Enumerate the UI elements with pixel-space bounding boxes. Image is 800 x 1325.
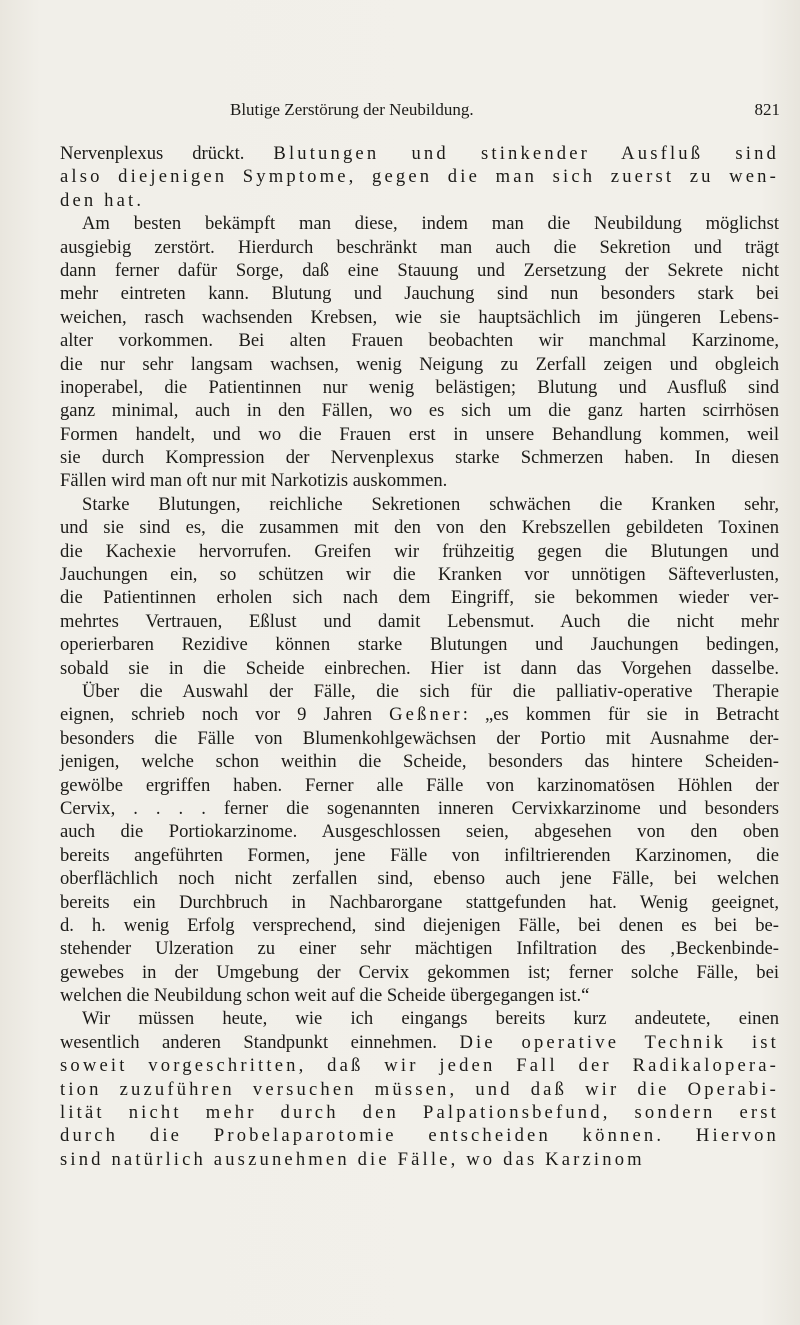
text-line (60, 189, 779, 212)
text-line (60, 914, 779, 937)
text-line (60, 469, 779, 492)
spaced-text-segment: Die operative Technik ist (459, 1031, 779, 1053)
text-line (60, 1078, 779, 1101)
text-line (60, 891, 779, 914)
text-line (60, 493, 779, 516)
page-header (60, 100, 780, 124)
text-segment: gewebes in der Umgebung der Cervix gekommen ist; ferner solche Fälle, bei (60, 961, 779, 983)
text-line (60, 657, 779, 680)
text-segment: Über die Auswahl der Fälle, die sich für die palliativ-operative Therapie (82, 680, 779, 702)
text-segment: die nur sehr langsam wachsen, wenig Neigung zu Zerfall zeigen und obgleich (60, 353, 779, 375)
text-segment: und sie sind es, die zusammen mit den von den Krebszellen gebildeten Toxinen (60, 517, 779, 539)
text-segment: inoperabel, die Patientinnen nur wenig belästigen; Blutung und Ausfluß sind (60, 376, 779, 398)
text-line (60, 633, 779, 656)
spaced-text-segment: durch die Probelaparotomie entscheiden können. Hiervon (60, 1125, 779, 1147)
text-line (60, 1007, 779, 1030)
text-line (60, 282, 779, 305)
text-segment: weichen, rasch wachsenden Krebsen, wie sie hauptsächlich im jüngeren Lebens- (60, 306, 779, 328)
text-line (60, 165, 779, 188)
text-segment: eignen, schrieb noch vor 9 Jahren (60, 704, 390, 726)
text-line (60, 446, 779, 469)
text-line (60, 961, 779, 984)
text-line (60, 586, 779, 609)
page-number: 821 (754, 100, 780, 119)
text-segment: sie durch Kompression der Nervenplexus starke Schmerzen haben. In diesen (60, 447, 779, 469)
text-line (60, 423, 779, 446)
spaced-text-segment: den hat. (60, 189, 145, 211)
text-line (60, 680, 779, 703)
text-segment: wesentlich anderen Standpunkt einnehmen. (60, 1031, 460, 1053)
text-line (60, 703, 779, 726)
text-segment: welchen die Neubildung schon weit auf die Scheide übergegangen ist.“ (60, 985, 590, 1007)
text-line (60, 516, 779, 539)
text-line (60, 774, 779, 797)
text-segment: Wir müssen heute, wie ich eingangs bereits kurz andeutete, einen (82, 1008, 779, 1030)
body-text (60, 142, 779, 1171)
text-segment: operierbaren Rezidive können starke Blutungen und Jauchungen bedingen, (60, 634, 779, 656)
text-line (60, 376, 779, 399)
text-segment: Nervenplexus drückt. (60, 143, 274, 164)
text-segment: : „es kommen für sie in Betracht (462, 704, 779, 726)
spaced-text-segment: tion zuzuführen versuchen müssen, und daß wir die Operabi- (60, 1078, 779, 1100)
text-line (60, 236, 779, 259)
text-segment: oberflächlich noch nicht zerfallen sind, ebenso auch jene Fälle, bei welchen (60, 868, 779, 890)
text-line (60, 1054, 779, 1077)
text-segment: Am besten bekämpft man diese, indem man die Neubildung möglichst (82, 213, 779, 235)
text-segment: ausgiebig zerstört. Hierdurch beschränkt man auch die Sekretion und trägt (60, 236, 779, 258)
text-segment: mehrtes Vertrauen, Eßlust und damit Lebensmut. Auch die nicht mehr (60, 610, 779, 632)
text-segment: sobald sie in die Scheide einbrechen. Hier ist dann das Vorgehen dasselbe. (60, 657, 779, 679)
text-line (60, 797, 779, 820)
text-line (60, 610, 779, 633)
text-segment: Formen handelt, und wo die Frauen erst in unsere Behandlung kommen, weil (60, 423, 779, 445)
spaced-text-segment: lität nicht mehr durch den Palpationsbefund, sondern erst (60, 1102, 779, 1124)
spaced-text-segment: sind natürlich auszunehmen die Fälle, wo das Karzinom (60, 1148, 645, 1170)
text-line (60, 937, 779, 960)
text-segment: dann ferner dafür Sorge, daß eine Stauung und Zersetzung der Sekrete nicht (60, 259, 779, 281)
text-segment: stehender Ulzeration zu einer sehr mächtigen Infiltration des ‚Beckenbinde- (60, 938, 779, 960)
spaced-text-segment: soweit vorgeschritten, daß wir jeden Fall der Radikalopera- (60, 1055, 779, 1077)
text-line (60, 820, 779, 843)
text-line (60, 844, 779, 867)
text-line (60, 306, 779, 329)
text-line (60, 750, 779, 773)
text-segment: die Kachexie hervorrufen. Greifen wir frühzeitig gegen die Blutungen und (60, 540, 779, 562)
text-line (60, 212, 779, 235)
text-line (60, 1031, 779, 1054)
text-segment: d. h. wenig Erfolg versprechend, sind diejenigen Fälle, bei denen es bei be- (60, 914, 779, 936)
text-segment: besonders die Fälle von Blumenkohlgewächsen der Portio mit Ausnahme der- (60, 727, 779, 749)
text-line (60, 1124, 779, 1147)
text-line (60, 540, 779, 563)
spaced-text-segment: Geßner (389, 704, 463, 726)
text-segment: Cervix, . . . . ferner die sogenannten inneren Cervixkarzinome und besonders (60, 797, 779, 819)
text-segment: Jauchungen ein, so schützen wir die Kranken vor unnötigen Säfteverlusten, (60, 564, 779, 586)
text-segment: ganz minimal, auch in den Fällen, wo es sich um die ganz harten scirrhösen (60, 400, 779, 422)
text-segment: mehr eintreten kann. Blutung und Jauchung sind nun besonders stark bei (60, 283, 779, 305)
text-line (60, 1148, 779, 1171)
text-line (60, 727, 779, 750)
text-line (60, 1101, 779, 1124)
text-line (60, 259, 779, 282)
text-segment: alter vorkommen. Bei alten Frauen beobachten wir manchmal Karzinome, (60, 330, 779, 352)
text-segment: jenigen, welche schon weithin die Scheide, besonders das hintere Scheiden- (60, 751, 779, 773)
text-line (60, 329, 779, 352)
spaced-text-segment: also diejenigen Symptome, gegen die man sich zuerst zu wen- (60, 166, 779, 188)
text-segment: bereits ein Durchbruch in Nachbarorgane stattgefunden hat. Wenig geeignet, (60, 891, 779, 913)
text-segment: bereits angeführten Formen, jene Fälle von infiltrierenden Karzinomen, die (60, 844, 779, 866)
text-segment: auch die Portiokarzinome. Ausgeschlossen seien, abgesehen von den oben (60, 821, 779, 843)
text-line (60, 142, 779, 165)
running-title: Blutige Zerstörung der Neubildung. (230, 100, 474, 119)
text-line (60, 399, 779, 422)
text-segment: gewölbe ergriffen haben. Ferner alle Fälle von karzinomatösen Höhlen der (60, 774, 779, 796)
text-segment: Starke Blutungen, reichliche Sekretionen schwächen die Kranken sehr, (82, 493, 779, 515)
text-line (60, 353, 779, 376)
text-segment: Fällen wird man oft nur mit Narkotizis auskommen. (60, 470, 448, 492)
text-line (60, 563, 779, 586)
text-line (60, 867, 779, 890)
text-line (60, 984, 779, 1007)
text-segment: die Patientinnen erholen sich nach dem Eingriff, sie bekommen wieder ver- (60, 587, 779, 609)
spaced-text-segment: Blutungen und stinkender Ausfluß sind (273, 143, 779, 164)
